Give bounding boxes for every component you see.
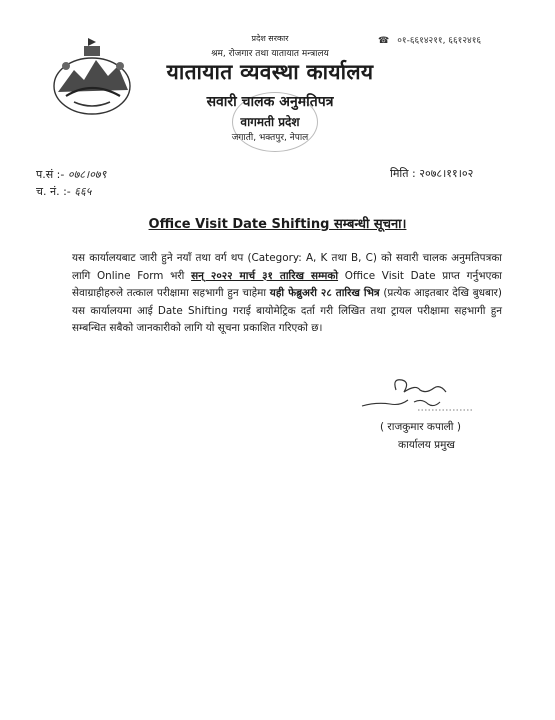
dispatch-number-label: च. नं. :-: [36, 185, 71, 198]
letter-number-label: प.सं :-: [36, 168, 65, 181]
telephone-icon: ☎: [378, 36, 390, 46]
dispatch-number: [36, 183, 106, 200]
date-label: मिति :: [390, 167, 416, 180]
signatory-name: ( राजकुमार कपाली ): [380, 421, 461, 433]
issue-date: [390, 166, 473, 181]
letter-number-value: ०७८।०७९: [67, 168, 107, 181]
subject-text: Office Visit Date Shifting सम्बन्धी सूचना।: [148, 217, 407, 232]
ministry-name: श्रम, रोजगार तथा यातायात मन्त्रालय: [211, 49, 329, 59]
letter-number: [36, 166, 106, 183]
body-part-2: Office Visit Date प्राप्त गर्नुभएका सेवाग्राहीहरुले तत्काल परीक्षामा सहभागी हुन चाहेमा: [72, 269, 503, 299]
signature-icon: [356, 372, 476, 416]
date-value: २०७८।११।०२: [419, 167, 474, 180]
phone-value: ०१-६६१४२११, ६६१२४१६: [397, 36, 482, 46]
office-address: जगाती, भक्तपुर, नेपाल: [231, 133, 309, 143]
office-name: यातायात व्यवस्था कार्यालय: [166, 60, 374, 84]
reference-block: [36, 166, 106, 200]
body-part-1: यस कार्यालयबाट जारी हुने नयाँ तथा वर्ग थप (Category: A, K तथा B, C) को सवारी चालक अनुमतिपत्रका लागि Online Form भरी: [72, 252, 502, 282]
phone-number: [378, 33, 481, 46]
license-unit-name: सवारी चालक अनुमतिपत्र: [206, 94, 334, 110]
nepal-emblem-icon: [44, 36, 140, 120]
province-name: वागमती प्रदेश: [240, 115, 300, 129]
notice-body: [72, 250, 502, 338]
signatory-title: कार्यालय प्रमुख: [398, 439, 455, 451]
body-underlined-deadline: सन् २०२२ मार्च ३१ तारिख सम्मको: [191, 269, 339, 282]
province-government-label: प्रदेश सरकार: [251, 34, 289, 43]
body-bold-deadline: यही फेब्रुअरी २८ तारिख भित्र: [269, 287, 380, 299]
body-part-3: (प्रत्येक आइतबार देखि बुधबार) यस कार्यालयमा आई Date Shifting गराई बायोमेट्रिक दर्ता गरी लिखित तथा ट्रायल परीक्षामा सहभागी हुन सम्बन्धित सबैको जानकारीको लागि यो सूचना प्रकाशित गरिएको छ।: [72, 287, 502, 334]
dispatch-number-value: ६६५: [74, 185, 92, 198]
notice-subject: [0, 214, 555, 232]
